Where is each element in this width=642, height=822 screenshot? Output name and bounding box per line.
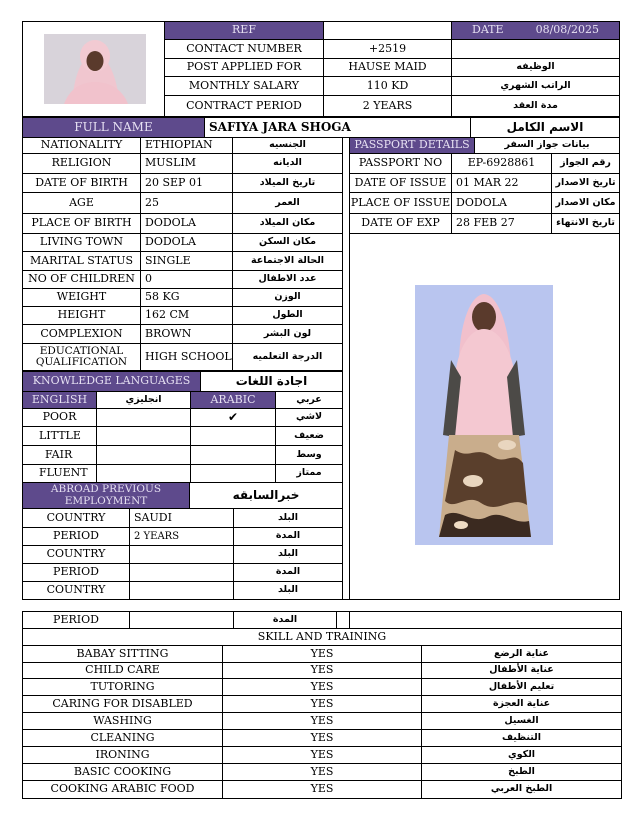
passport-value: 28 FEB 27 bbox=[451, 213, 552, 234]
personal-ar: الوزن bbox=[232, 288, 343, 307]
skill-value: YES bbox=[222, 780, 422, 799]
personal-label: MARITAL STATUS bbox=[22, 251, 141, 271]
post-value: HAUSE MAID bbox=[323, 58, 452, 77]
contact-blank bbox=[451, 39, 620, 59]
employment-label: PERIOD bbox=[22, 527, 130, 546]
extra-period-spacer bbox=[336, 611, 350, 629]
personal-ar: عدد الاطفال bbox=[232, 270, 343, 289]
english-ar: انجليزي bbox=[96, 391, 191, 409]
skill-label: WASHING bbox=[22, 712, 223, 730]
employment-ar: المدة bbox=[233, 563, 343, 582]
skill-ar: التنظيف bbox=[421, 729, 622, 747]
salary-label: MONTHLY SALARY bbox=[164, 76, 324, 96]
full-name-label: FULL NAME bbox=[22, 117, 205, 138]
skill-value: YES bbox=[222, 763, 422, 781]
extra-period-ar: المدة bbox=[233, 611, 337, 629]
passport-ar: رقم الجواز bbox=[551, 153, 620, 174]
full-name-value: SAFIYA JARA SHOGA bbox=[204, 117, 471, 138]
passport-label: DATE OF ISSUE bbox=[349, 173, 452, 193]
employment-value: 2 YEARS bbox=[129, 527, 234, 546]
date-label: DATE bbox=[472, 23, 504, 37]
full-name-ar: الاسم الكامل bbox=[470, 117, 620, 138]
personal-label: PLACE OF BIRTH bbox=[22, 213, 141, 234]
passport-title-ar: بيانات جواز السفر bbox=[474, 137, 620, 154]
personal-ar: الدرجة التعلميه bbox=[232, 343, 343, 371]
extra-period-blank bbox=[349, 611, 622, 629]
english-level-mark bbox=[96, 445, 191, 465]
language-level-label: FAIR bbox=[22, 445, 97, 465]
passport-label: DATE OF EXP bbox=[349, 213, 452, 234]
skill-ar: عناية الأطفال bbox=[421, 662, 622, 679]
skill-value: YES bbox=[222, 729, 422, 747]
languages-title-ar: اجادة اللغات bbox=[200, 371, 343, 392]
passport-value: EP-6928861 bbox=[451, 153, 552, 174]
passport-ar: تاريخ الاصدار bbox=[551, 173, 620, 193]
personal-label: LIVING TOWN bbox=[22, 233, 141, 252]
personal-label: HEIGHT bbox=[22, 306, 141, 325]
skill-value: YES bbox=[222, 678, 422, 696]
personal-ar: العمر bbox=[232, 192, 343, 214]
skill-label: IRONING bbox=[22, 746, 223, 764]
personal-value: ETHIOPIAN bbox=[140, 137, 233, 154]
language-level-label: FLUENT bbox=[22, 464, 97, 483]
passport-label: PLACE OF ISSUE bbox=[349, 192, 452, 214]
personal-value: 0 bbox=[140, 270, 233, 289]
post-label: POST APPLIED FOR bbox=[164, 58, 324, 77]
contract-value: 2 YEARS bbox=[323, 95, 452, 117]
language-level-label: POOR bbox=[22, 408, 97, 427]
personal-ar: الحالة الاجتماعة bbox=[232, 251, 343, 271]
passport-value: 01 MAR 22 bbox=[451, 173, 552, 193]
skill-value: YES bbox=[222, 712, 422, 730]
personal-ar: لون البشر bbox=[232, 324, 343, 344]
personal-label: DATE OF BIRTH bbox=[22, 173, 141, 193]
employment-ar: البلد bbox=[233, 581, 343, 600]
extra-period-value bbox=[129, 611, 234, 629]
applicant-full-body-photo bbox=[415, 285, 553, 545]
skill-ar: عناية العجزة bbox=[421, 695, 622, 713]
personal-ar: مكان الميلاد bbox=[232, 213, 343, 234]
personal-ar: مكان السكن bbox=[232, 233, 343, 252]
employment-title: ABROAD PREVIOUS EMPLOYMENT bbox=[22, 482, 190, 509]
contact-value: +2519 bbox=[323, 39, 452, 59]
salary-value: 110 KD bbox=[323, 76, 452, 96]
employment-label: COUNTRY bbox=[22, 508, 130, 528]
salary-ar: الراتب الشهري bbox=[451, 76, 620, 96]
personal-ar: الطول bbox=[232, 306, 343, 325]
skill-label: CARING FOR DISABLED bbox=[22, 695, 223, 713]
employment-ar: المدة bbox=[233, 527, 343, 546]
employment-label: PERIOD bbox=[22, 563, 130, 582]
personal-value: 162 CM bbox=[140, 306, 233, 325]
arabic-label: ARABIC bbox=[190, 391, 276, 409]
skill-ar: الغسيل bbox=[421, 712, 622, 730]
ref-label: REF bbox=[164, 21, 324, 40]
extra-period-label: PERIOD bbox=[22, 611, 130, 629]
passport-label: PASSPORT NO bbox=[349, 153, 452, 174]
skill-ar: الكوي bbox=[421, 746, 622, 764]
skill-label: COOKING ARABIC FOOD bbox=[22, 780, 223, 799]
skills-title: SKILL AND TRAINING bbox=[22, 628, 622, 646]
language-level-ar: ممتاز bbox=[275, 464, 343, 483]
skill-ar: الطبخ bbox=[421, 763, 622, 781]
employment-value: SAUDI bbox=[129, 508, 234, 528]
ref-value bbox=[323, 21, 452, 40]
contract-label: CONTRACT PERIOD bbox=[164, 95, 324, 117]
arabic-level-mark bbox=[190, 426, 276, 446]
english-level-mark bbox=[96, 408, 191, 427]
passport-value: DODOLA bbox=[451, 192, 552, 214]
date-value: 08/08/2025 bbox=[535, 23, 599, 37]
skill-label: TUTORING bbox=[22, 678, 223, 696]
personal-value: MUSLIM bbox=[140, 153, 233, 174]
employment-ar: البلد bbox=[233, 508, 343, 528]
english-level-mark bbox=[96, 426, 191, 446]
personal-label: NO OF CHILDREN bbox=[22, 270, 141, 289]
passport-ar: مكان الاصدار bbox=[551, 192, 620, 214]
passport-ar: تاريخ الانتهاء bbox=[551, 213, 620, 234]
skill-label: BABAY SITTING bbox=[22, 645, 223, 663]
personal-value: DODOLA bbox=[140, 213, 233, 234]
personal-value: 25 bbox=[140, 192, 233, 214]
skill-value: YES bbox=[222, 746, 422, 764]
english-level-mark bbox=[96, 464, 191, 483]
skill-label: CHILD CARE bbox=[22, 662, 223, 679]
personal-value: HIGH SCHOOL bbox=[140, 343, 233, 371]
date-cell bbox=[451, 21, 620, 40]
language-level-label: LITTLE bbox=[22, 426, 97, 446]
arabic-ar: عربي bbox=[275, 391, 343, 409]
skill-value: YES bbox=[222, 695, 422, 713]
personal-value: 58 KG bbox=[140, 288, 233, 307]
employment-value bbox=[129, 563, 234, 582]
skill-value: YES bbox=[222, 645, 422, 663]
personal-label: NATIONALITY bbox=[22, 137, 141, 154]
personal-ar: الجنسيه bbox=[232, 137, 343, 154]
employment-value bbox=[129, 581, 234, 600]
skill-value: YES bbox=[222, 662, 422, 679]
personal-label: AGE bbox=[22, 192, 141, 214]
personal-value: BROWN bbox=[140, 324, 233, 344]
english-label: ENGLISH bbox=[22, 391, 97, 409]
language-level-ar: ضعيف bbox=[275, 426, 343, 446]
skill-ar: تعليم الأطفال bbox=[421, 678, 622, 696]
employment-label: COUNTRY bbox=[22, 545, 130, 564]
personal-label: WEIGHT bbox=[22, 288, 141, 307]
personal-value: SINGLE bbox=[140, 251, 233, 271]
personal-label: RELIGION bbox=[22, 153, 141, 174]
skill-ar: عناية الرضع bbox=[421, 645, 622, 663]
employment-ar: البلد bbox=[233, 545, 343, 564]
arabic-level-mark bbox=[190, 445, 276, 465]
languages-title: KNOWLEDGE LANGUAGES bbox=[22, 371, 201, 392]
employment-label: COUNTRY bbox=[22, 581, 130, 600]
personal-ar: تاريخ الميلاد bbox=[232, 173, 343, 193]
applicant-portrait-photo bbox=[44, 34, 146, 104]
contract-ar: مدة العقد bbox=[451, 95, 620, 117]
arabic-level-mark: ✔ bbox=[190, 408, 276, 427]
personal-label: EDUCATIONAL QUALIFICATION bbox=[22, 343, 141, 371]
skill-ar: الطبخ العربي bbox=[421, 780, 622, 799]
passport-title: PASSPORT DETAILS bbox=[349, 137, 475, 154]
personal-label: COMPLEXION bbox=[22, 324, 141, 344]
personal-value: 20 SEP 01 bbox=[140, 173, 233, 193]
employment-title-ar: خبرالسابقه bbox=[189, 482, 343, 509]
personal-ar: الديانه bbox=[232, 153, 343, 174]
post-ar: الوظيفه bbox=[451, 58, 620, 77]
language-level-ar: لاشي bbox=[275, 408, 343, 427]
skill-label: CLEANING bbox=[22, 729, 223, 747]
language-level-ar: وسط bbox=[275, 445, 343, 465]
skill-label: BASIC COOKING bbox=[22, 763, 223, 781]
personal-value: DODOLA bbox=[140, 233, 233, 252]
employment-value bbox=[129, 545, 234, 564]
contact-label: CONTACT NUMBER bbox=[164, 39, 324, 59]
arabic-level-mark bbox=[190, 464, 276, 483]
